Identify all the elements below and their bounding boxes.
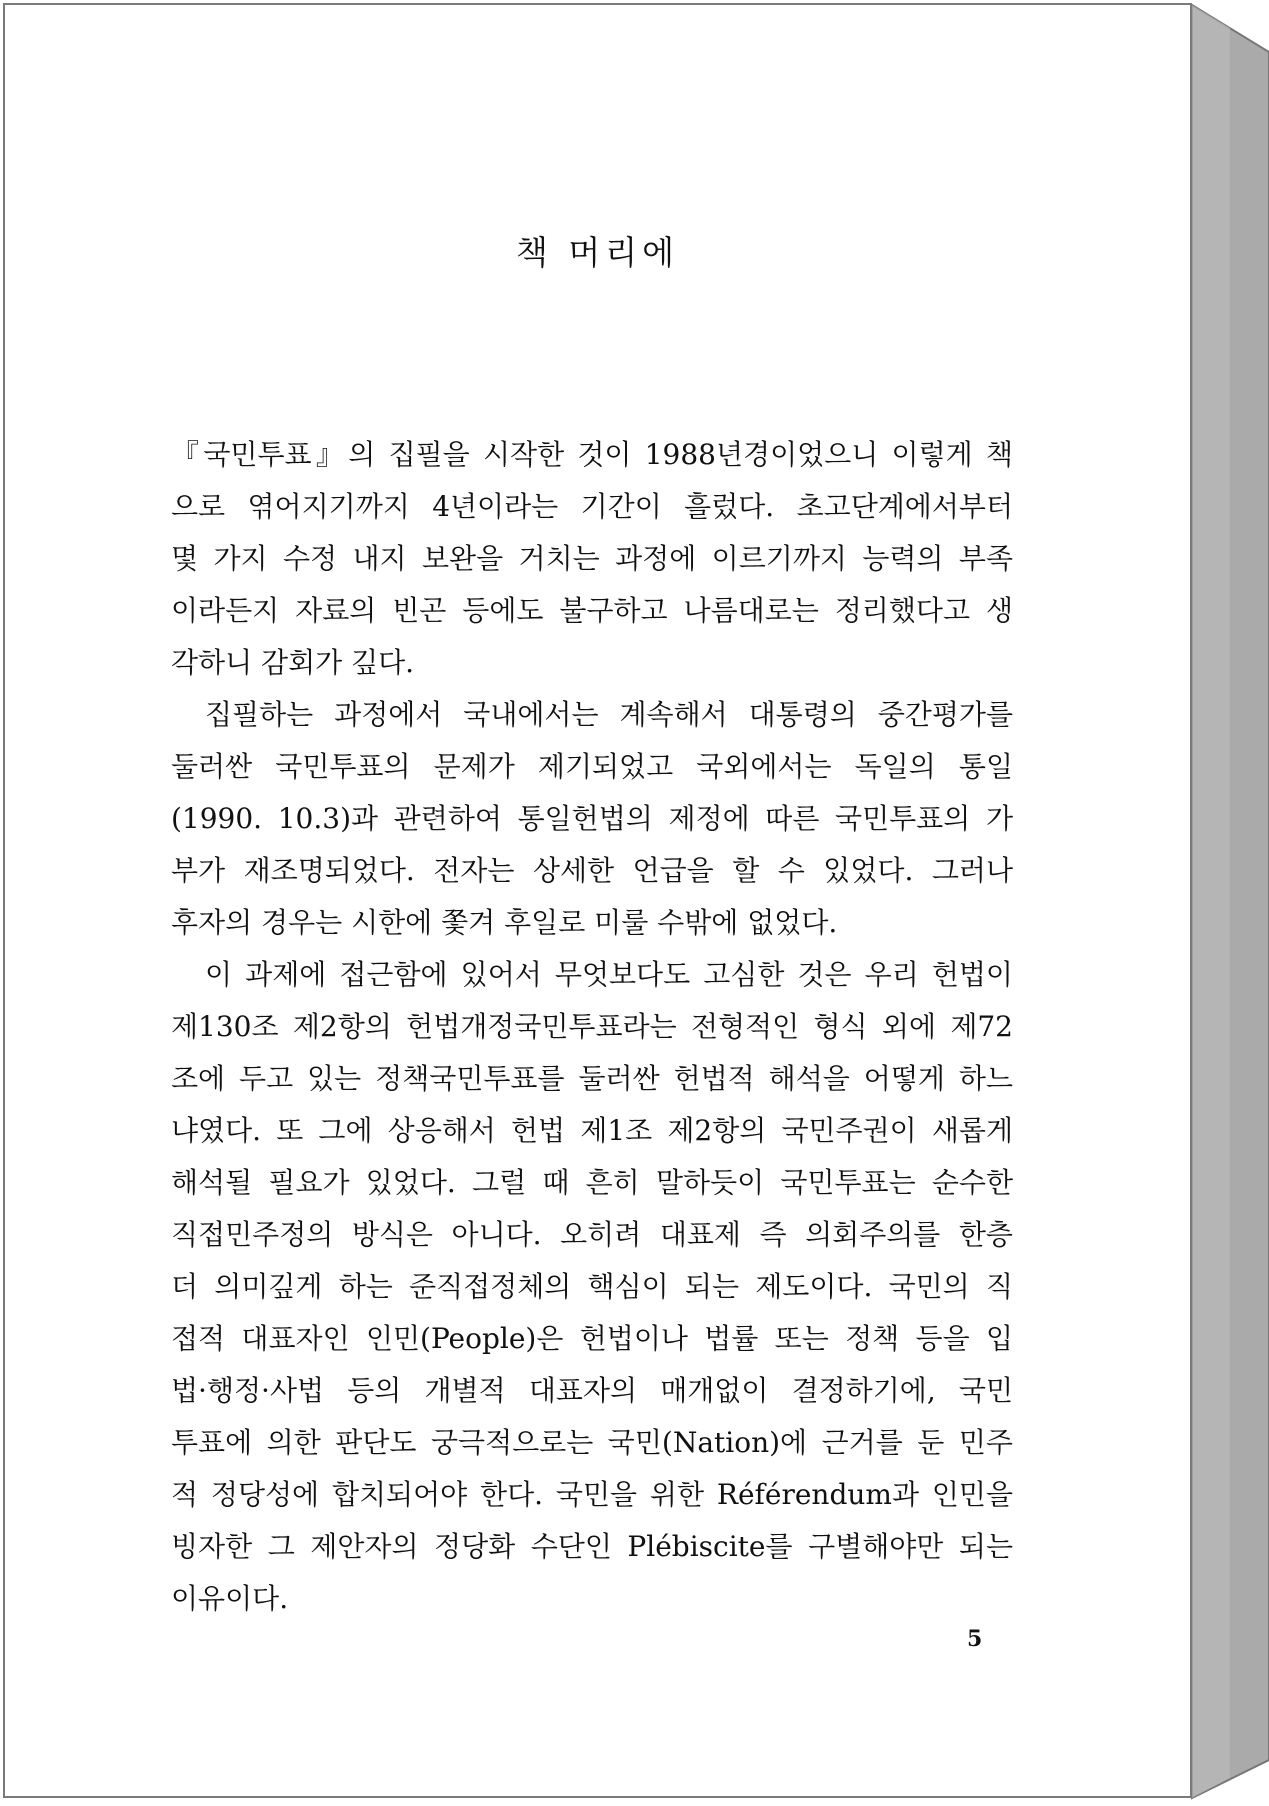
text-line: 둘러싼 국민투표의 문제가 제기되었고 국외에서는 독일의 통일 <box>171 750 1013 783</box>
text-line: 이유이다. <box>171 1582 289 1615</box>
page-title: 책 머리에 <box>515 233 679 272</box>
text-line: 접적 대표자인 인민(People)은 헌법이나 법률 또는 정책 등을 입 <box>171 1322 1013 1355</box>
text-line: 부가 재조명되었다. 전자는 상세한 언급을 할 수 있었다. 그러나 <box>171 854 1013 887</box>
text-line: 빙자한 그 제안자의 정당화 수단인 Plébiscite를 구별해야만 되는 <box>171 1530 1013 1563</box>
text-line: 해석될 필요가 있었다. 그럴 때 흔히 말하듯이 국민투표는 순수한 <box>171 1166 1013 1199</box>
text-line: 집필하는 과정에서 국내에서는 계속해서 대통령의 중간평가를 <box>205 698 1013 731</box>
text-line: 이 과제에 접근함에 있어서 무엇보다도 고심한 것은 우리 헌법이 <box>205 958 1013 991</box>
text-line: 조에 두고 있는 정책국민투표를 둘러싼 헌법적 해석을 어떻게 하느 <box>171 1062 1013 1095</box>
text-line: 적 정당성에 합치되어야 한다. 국민을 위한 Référendum과 인민을 <box>171 1478 1013 1511</box>
page-number: 5 <box>967 1626 983 1652</box>
text-line: 냐였다. 또 그에 상응해서 헌법 제1조 제2항의 국민주권이 새롭게 <box>171 1114 1013 1147</box>
text-line: 투표에 의한 판단도 궁극적으로는 국민(Nation)에 근거를 둔 민주 <box>171 1426 1013 1459</box>
text-line: 제130조 제2항의 헌법개정국민투표라는 전형적인 형식 외에 제72 <box>171 1010 1013 1043</box>
text-line: 이라든지 자료의 빈곤 등에도 불구하고 나름대로는 정리했다고 생 <box>171 594 1013 627</box>
text-line: 직접민주정의 방식은 아니다. 오히려 대표제 즉 의회주의를 한층 <box>171 1218 1013 1251</box>
text-line: 각하니 감회가 깊다. <box>171 646 415 679</box>
text-line: 법·행정·사법 등의 개별적 대표자의 매개없이 결정하기에, 국민 <box>171 1374 1013 1407</box>
text-line: (1990. 10.3)과 관련하여 통일헌법의 제정에 따른 국민투표의 가 <box>171 802 1013 835</box>
text-line: 으로 엮어지기까지 4년이라는 기간이 흘렀다. 초고단계에서부터 <box>171 490 1013 523</box>
text-line: 몇 가지 수정 내지 보완을 거치는 과정에 이르기까지 능력의 부족 <box>171 542 1013 575</box>
text-line: 후자의 경우는 시한에 쫓겨 후일로 미룰 수밖에 없었다. <box>171 906 838 939</box>
book-page <box>3 3 1192 1798</box>
preface-body <box>171 429 1013 1625</box>
text-line: 『국민투표』의 집필을 시작한 것이 1988년경이었으니 이렇게 책 <box>171 438 1013 471</box>
text-line: 더 의미깊게 하는 준직접정체의 핵심이 되는 제도이다. 국민의 직 <box>171 1270 1013 1303</box>
